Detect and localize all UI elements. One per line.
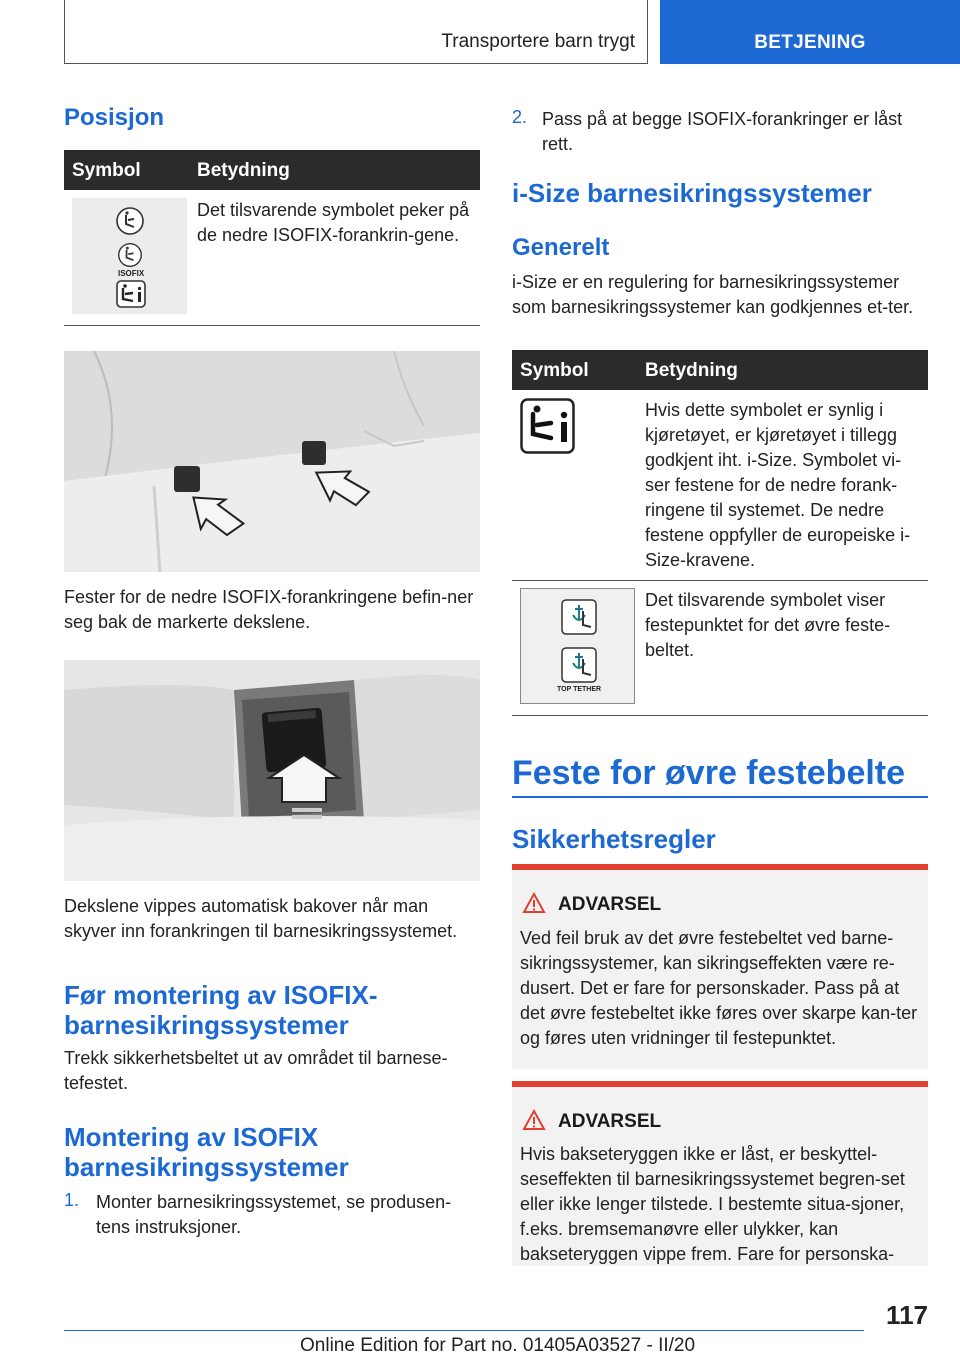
isofix-icon-label: ISOFIX — [118, 269, 145, 278]
warning-2-text: Hvis bakseteryggen ikke er låst, er beskyttel-seseffekten til barnesikringssystemet begren-set eller ikke lenger tilstede. I bestemte situa-sjoner, f.eks. bremsemanøvre eller ulykker, kan bakseteryggen vippe frem. Fare for personska- — [520, 1144, 905, 1264]
para-general: i-Size er en regulering for barnesikringssystemer som barnesikringssystemer kan godkjennes et-ter. — [512, 272, 914, 317]
warning-2-title: ADVARSEL — [558, 1111, 662, 1132]
step-1-text: Monter barnesikringssystemet, se produsen-tens instruksjoner. — [96, 1192, 452, 1237]
table2-col-symbol: Symbol — [520, 360, 589, 381]
heading-safety-rules: Sikkerhetsregler — [512, 824, 716, 854]
heading-isize: i-Size barnesikringssystemer — [512, 178, 872, 208]
top-tether-icon-labeled — [561, 647, 597, 683]
header-section-title: Transportere barn trygt — [441, 31, 635, 52]
heading-before-mounting: Før montering av ISOFIX-barnesikringssystemer — [64, 980, 378, 1040]
isofix-seat-icon-labeled — [117, 242, 143, 268]
table2-meaning-cell-2: Det tilsvarende symbolet viser festepunktet for det øvre feste-beltet. — [645, 590, 891, 660]
step-1-number: 1. — [64, 1190, 80, 1210]
step-2-text: Pass på at begge ISOFIX-forankringer er låst rett. — [542, 109, 903, 154]
para-before-mounting: Trekk sikkerhetsbeltet ut av området til barnese-tefestet. — [64, 1048, 448, 1093]
top-tether-icon — [561, 599, 597, 635]
posisjon-heading: Posisjon — [64, 104, 165, 131]
step-2-number: 2. — [512, 107, 528, 127]
heading-underline — [512, 796, 928, 798]
heading-mounting: Montering av ISOFIX barnesikringssystemer — [64, 1122, 349, 1182]
table2-symbol-cell-1 — [520, 398, 575, 454]
heading-upper-tether: Feste for øvre festebelte — [512, 754, 906, 792]
header-chapter-title: BETJENING — [754, 32, 866, 53]
footer-rule — [64, 1330, 864, 1331]
table1-col-symbol: Symbol — [72, 160, 141, 181]
caption-cover-tilt: Dekslene vippes automatisk bakover når man skyver inn forankringen til barnesikringssystemet. — [64, 896, 458, 941]
top-tether-label: TOP TETHER — [557, 686, 602, 693]
table2-meaning-cell-1: Hvis dette symbolet er synlig i kjøretøyet, er kjøretøyet i tillegg godkjent iht. i-Size. Symbolet vi-ser festene for de nedre forank-ringene til systemet. De nedre festene oppfyller de europeiske i-Size-kravene. — [645, 400, 911, 570]
warning-1-title: ADVARSEL — [558, 894, 662, 915]
warning-triangle-icon — [522, 892, 546, 914]
isize-child-seat-icon-large — [520, 398, 575, 454]
header-section-box — [64, 0, 648, 64]
warning-1-text: Ved feil bruk av det øvre festebeltet ved barne-sikringssystemer, kan sikringseffekten være re-dusert. Det er fare for personskader. Pass på at det øvre festebeltet ikke føres over skarpe kan-ter og føres uten vridninger til festepunktet. — [520, 928, 918, 1048]
isofix-seat-icon — [115, 206, 145, 236]
table1-row-divider — [64, 325, 480, 326]
warning-triangle-icon — [522, 1109, 546, 1131]
table2-header — [512, 350, 928, 390]
warning-box-1 — [512, 864, 928, 1069]
isofix-seat-photo — [64, 351, 480, 572]
table2-row-divider-1 — [512, 580, 928, 581]
caption-isofix-location: Fester for de nedre ISOFIX-forankringene befin-ner seg bak de markerte dekslene. — [64, 587, 474, 632]
page-number: 117 — [886, 1300, 928, 1330]
table1-col-meaning: Betydning — [197, 160, 290, 181]
table2-symbol-cell-2 — [520, 588, 635, 704]
table2-col-meaning: Betydning — [645, 360, 738, 381]
heading-general: Generelt — [512, 234, 610, 261]
footer-edition: Online Edition for Part no. 01405A03527 - II/20 — [300, 1335, 696, 1356]
table1-symbol-cell — [72, 198, 187, 314]
header-chapter-tab[interactable] — [660, 0, 960, 64]
isofix-cover-photo — [64, 660, 480, 881]
table1-meaning-cell: Det tilsvarende symbolet peker på de nedre ISOFIX-forankrin-gene. — [197, 200, 470, 245]
warning-box-2 — [512, 1081, 928, 1266]
table1-header — [64, 150, 480, 190]
isize-child-seat-icon — [116, 280, 146, 308]
table2-row-divider-2 — [512, 715, 928, 716]
